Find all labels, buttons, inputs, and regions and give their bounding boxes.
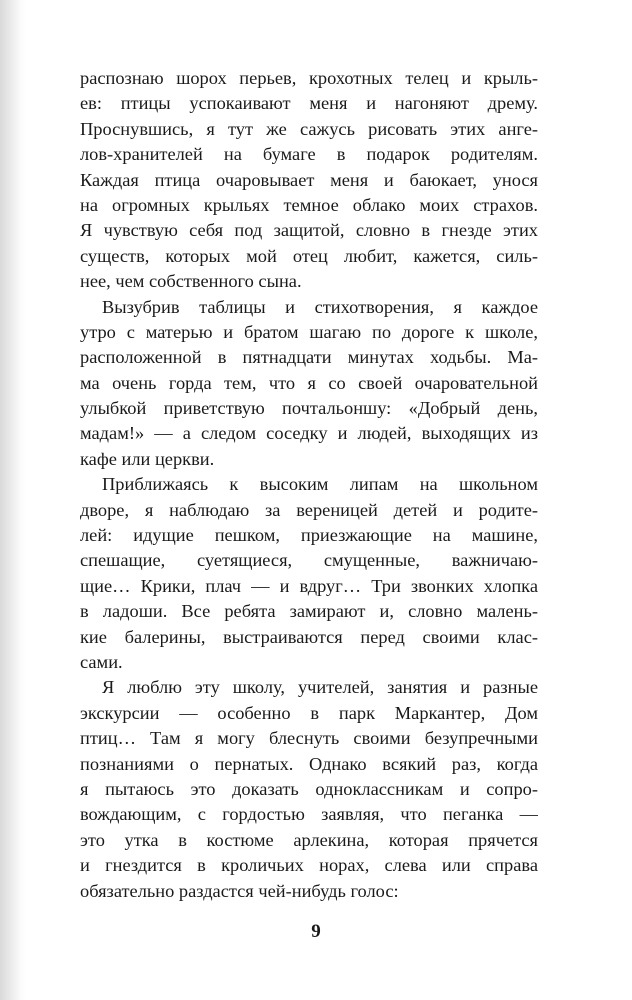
text-line: мадам!» — а следом соседку и людей, выходящих из [80, 423, 538, 444]
text-line: я пытаюсь это доказать одноклассникам и сопро- [80, 778, 538, 799]
text-line: кафе или церкви. [80, 448, 215, 469]
text-line: на огромных крыльях темное облако моих страхов. [80, 194, 538, 215]
text-line: Каждая птица очаровывает меня и баюкает, унося [80, 169, 538, 190]
text-line: это утка в костюме арлекина, которая прячется [80, 829, 538, 850]
text-line: вождающим, с гордостью заявляя, что пеганка — [80, 804, 538, 825]
text-line: кие балерины, выстраиваются перед своими клас- [80, 626, 538, 647]
paragraph-3 [80, 472, 538, 675]
text-line: дворе, я наблюдаю за вереницей детей и родите- [80, 499, 538, 520]
text-line: экскурсии — особенно в парк Маркантер, Дом [80, 702, 538, 723]
text-line: познаниями о пернатых. Однако всякий раз, когда [80, 753, 538, 774]
paragraph-4 [80, 675, 538, 904]
text-line: лей: идущие пешком, приезжающие на машине, [80, 525, 538, 546]
text-line: Вызубрив таблицы и стихотворения, я каждое [102, 296, 538, 317]
text-line: расположенной в пятнадцати минутах ходьбы. Ма- [80, 347, 538, 368]
paragraph-1 [80, 66, 538, 295]
text-line: Приближаясь к высоким липам на школьном [102, 474, 538, 495]
text-line: спешащие, суетящиеся, смущенные, важничаю- [80, 550, 538, 571]
paragraph-2 [80, 295, 538, 473]
text-line: и гнездится в кроличьих норах, слева или справа [80, 855, 538, 876]
text-line: Я чувствую себя под защитой, словно в гнезде этих [80, 220, 538, 241]
text-line: улыбкой приветствую почтальоншу: «Добрый день, [80, 398, 538, 419]
text-line: существ, которых мой отец любит, кажется, силь- [80, 245, 538, 266]
text-line: Проснувшись, я тут же сажусь рисовать этих анге- [80, 118, 538, 139]
text-line: сами. [80, 651, 123, 672]
text-line: Я люблю эту школу, учителей, занятия и разные [102, 677, 538, 698]
text-line: лов-хранителей на бумаге в подарок родителям. [80, 144, 538, 165]
text-line: птиц… Там я могу блеснуть своими безупречными [80, 728, 538, 749]
page-gutter-shadow [0, 0, 26, 1000]
page-number: 9 [311, 921, 321, 942]
text-line: обязательно раздастся чей-нибудь голос: [80, 880, 399, 901]
text-line: щие… Крики, плач — и вдруг… Три звонких хлопка [80, 575, 538, 596]
text-line: нее, чем собственного сына. [80, 271, 302, 292]
text-line: распознаю шорох перьев, крохотных телец и крыль- [80, 68, 538, 88]
text-line: в ладоши. Все ребята замирают и, словно малень- [80, 601, 538, 622]
text-line: ма очень горда тем, что я со своей очаровательной [80, 372, 538, 393]
text-line: ев: птицы успокаивают меня и нагоняют дрему. [80, 93, 538, 114]
text-line: утро с матерью и братом шагаю по дороге к школе, [80, 321, 538, 342]
body-text [80, 66, 538, 904]
